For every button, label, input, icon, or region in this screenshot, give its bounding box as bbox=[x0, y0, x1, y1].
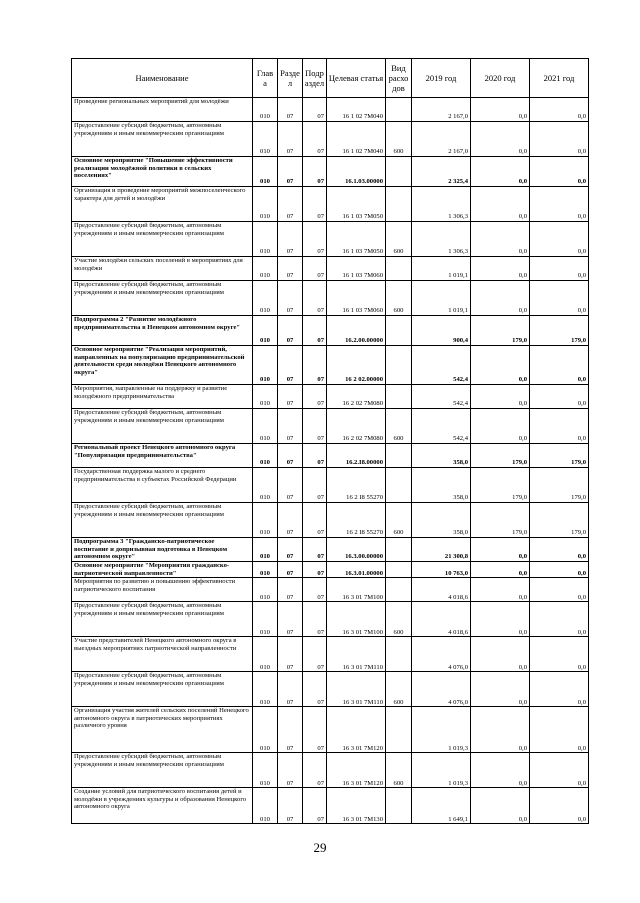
target-article-cell: 16 3 01 7М110 bbox=[327, 672, 386, 707]
target-article-cell: 16.2.I8.00000 bbox=[327, 444, 386, 468]
table-row bbox=[72, 637, 589, 672]
subsection-cell: 07 bbox=[303, 444, 327, 468]
expense-type-cell bbox=[386, 385, 412, 409]
target-article-cell: 16 3 01 7М130 bbox=[327, 788, 386, 824]
amount-2021-cell: 0,0 bbox=[530, 788, 589, 824]
name-cell: Предоставление субсидий бюджетным, автономным учреждениям и иным некоммерческим организациям bbox=[72, 602, 253, 637]
name-cell: Подпрограмма 2 "Развитие молодёжного предпринимательства в Ненецком автономном округе" bbox=[72, 316, 253, 346]
table-row bbox=[72, 538, 589, 562]
subsection-cell: 07 bbox=[303, 707, 327, 753]
amount-2021-cell: 0,0 bbox=[530, 672, 589, 707]
table-row bbox=[72, 98, 589, 122]
section-cell: 07 bbox=[278, 503, 303, 538]
table-row bbox=[72, 503, 589, 538]
expense-type-cell bbox=[386, 98, 412, 122]
amount-2020-cell: 0,0 bbox=[471, 707, 530, 753]
amount-2019-cell: 4 076,0 bbox=[412, 637, 471, 672]
name-cell: Организация участия жителей сельских поселений Ненецкого автономного округа в патриотических мероприятиях различного уровня bbox=[72, 707, 253, 753]
subsection-cell: 07 bbox=[303, 385, 327, 409]
chapter-cell: 010 bbox=[253, 538, 278, 562]
table-row bbox=[72, 346, 589, 385]
amount-2021-cell: 179,0 bbox=[530, 503, 589, 538]
amount-2020-cell: 0,0 bbox=[471, 187, 530, 222]
chapter-cell: 010 bbox=[253, 98, 278, 122]
section-cell: 07 bbox=[278, 788, 303, 824]
amount-2020-cell: 0,0 bbox=[471, 157, 530, 187]
chapter-cell: 010 bbox=[253, 444, 278, 468]
amount-2021-cell: 0,0 bbox=[530, 562, 589, 578]
header-target-article: Целевая статья bbox=[327, 59, 386, 98]
amount-2020-cell: 0,0 bbox=[471, 637, 530, 672]
name-cell: Государственная поддержка малого и среднего предпринимательства в субъектах Российской Федерации bbox=[72, 468, 253, 503]
expense-type-cell bbox=[386, 538, 412, 562]
chapter-cell: 010 bbox=[253, 157, 278, 187]
table-row bbox=[72, 385, 589, 409]
amount-2021-cell: 179,0 bbox=[530, 468, 589, 503]
amount-2021-cell: 0,0 bbox=[530, 538, 589, 562]
name-cell: Проведение региональных мероприятий для молодёжи bbox=[72, 98, 253, 122]
chapter-cell: 010 bbox=[253, 187, 278, 222]
chapter-cell: 010 bbox=[253, 503, 278, 538]
table-row bbox=[72, 562, 589, 578]
name-cell: Предоставление субсидий бюджетным, автономным учреждениям и иным некоммерческим организациям bbox=[72, 281, 253, 316]
header-subsection: Подр аздел bbox=[303, 59, 327, 98]
subsection-cell: 07 bbox=[303, 753, 327, 788]
amount-2020-cell: 0,0 bbox=[471, 346, 530, 385]
amount-2019-cell: 542,4 bbox=[412, 385, 471, 409]
expense-type-cell bbox=[386, 707, 412, 753]
table-row bbox=[72, 316, 589, 346]
name-cell: Основное мероприятие "Повышение эффективности реализации молодёжной политики в сельских поселениях" bbox=[72, 157, 253, 187]
target-article-cell: 16.1.03.00000 bbox=[327, 157, 386, 187]
subsection-cell: 07 bbox=[303, 157, 327, 187]
amount-2019-cell: 4 076,0 bbox=[412, 672, 471, 707]
section-cell: 07 bbox=[278, 444, 303, 468]
table-body bbox=[72, 98, 589, 824]
section-cell: 07 bbox=[278, 157, 303, 187]
expense-type-cell bbox=[386, 157, 412, 187]
header-expense-type: Вид расхо дов bbox=[386, 59, 412, 98]
chapter-cell: 010 bbox=[253, 788, 278, 824]
section-cell: 07 bbox=[278, 187, 303, 222]
section-cell: 07 bbox=[278, 468, 303, 503]
subsection-cell: 07 bbox=[303, 578, 327, 602]
table-row bbox=[72, 672, 589, 707]
name-cell: Основное мероприятие "Мероприятия гражданско-патриотической направленности" bbox=[72, 562, 253, 578]
amount-2020-cell: 0,0 bbox=[471, 222, 530, 257]
section-cell: 07 bbox=[278, 707, 303, 753]
chapter-cell: 010 bbox=[253, 385, 278, 409]
target-article-cell: 16 2 02 7М080 bbox=[327, 385, 386, 409]
chapter-cell: 010 bbox=[253, 672, 278, 707]
amount-2020-cell: 0,0 bbox=[471, 538, 530, 562]
section-cell: 07 bbox=[278, 602, 303, 637]
subsection-cell: 07 bbox=[303, 672, 327, 707]
expense-type-cell: 600 bbox=[386, 409, 412, 444]
target-article-cell: 16 2 02.00000 bbox=[327, 346, 386, 385]
table-row bbox=[72, 788, 589, 824]
section-cell: 07 bbox=[278, 98, 303, 122]
expense-type-cell bbox=[386, 444, 412, 468]
section-cell: 07 bbox=[278, 257, 303, 281]
name-cell: Организация и проведение мероприятий межпоселенческого характера для детей и молодёжи bbox=[72, 187, 253, 222]
chapter-cell: 010 bbox=[253, 637, 278, 672]
expense-type-cell: 600 bbox=[386, 503, 412, 538]
page-number: 29 bbox=[313, 840, 327, 855]
subsection-cell: 07 bbox=[303, 98, 327, 122]
section-cell: 07 bbox=[278, 222, 303, 257]
amount-2019-cell: 21 300,8 bbox=[412, 538, 471, 562]
expense-type-cell bbox=[386, 637, 412, 672]
chapter-cell: 010 bbox=[253, 222, 278, 257]
target-article-cell: 16.2.00.00000 bbox=[327, 316, 386, 346]
expense-type-cell bbox=[386, 346, 412, 385]
section-cell: 07 bbox=[278, 346, 303, 385]
amount-2021-cell: 0,0 bbox=[530, 385, 589, 409]
section-cell: 07 bbox=[278, 562, 303, 578]
amount-2020-cell: 0,0 bbox=[471, 672, 530, 707]
section-cell: 07 bbox=[278, 538, 303, 562]
chapter-cell: 010 bbox=[253, 257, 278, 281]
name-cell: Предоставление субсидий бюджетным, автономным учреждениям и иным некоммерческим организациям bbox=[72, 222, 253, 257]
chapter-cell: 010 bbox=[253, 468, 278, 503]
amount-2020-cell: 0,0 bbox=[471, 562, 530, 578]
amount-2021-cell: 0,0 bbox=[530, 98, 589, 122]
section-cell: 07 bbox=[278, 316, 303, 346]
section-cell: 07 bbox=[278, 122, 303, 157]
target-article-cell: 16 3 01 7М120 bbox=[327, 753, 386, 788]
subsection-cell: 07 bbox=[303, 562, 327, 578]
chapter-cell: 010 bbox=[253, 316, 278, 346]
table-row bbox=[72, 409, 589, 444]
amount-2021-cell: 0,0 bbox=[530, 122, 589, 157]
subsection-cell: 07 bbox=[303, 316, 327, 346]
name-cell: Участие представителей Ненецкого автономного округа в выездных мероприятиях патриотической направленности bbox=[72, 637, 253, 672]
section-cell: 07 bbox=[278, 753, 303, 788]
target-article-cell: 16 1 03 7М060 bbox=[327, 257, 386, 281]
amount-2020-cell: 0,0 bbox=[471, 602, 530, 637]
amount-2019-cell: 10 763,0 bbox=[412, 562, 471, 578]
amount-2019-cell: 1 019,3 bbox=[412, 753, 471, 788]
amount-2020-cell: 0,0 bbox=[471, 578, 530, 602]
subsection-cell: 07 bbox=[303, 602, 327, 637]
section-cell: 07 bbox=[278, 281, 303, 316]
amount-2019-cell: 542,4 bbox=[412, 409, 471, 444]
chapter-cell: 010 bbox=[253, 346, 278, 385]
table-row bbox=[72, 578, 589, 602]
subsection-cell: 07 bbox=[303, 538, 327, 562]
amount-2021-cell: 0,0 bbox=[530, 281, 589, 316]
chapter-cell: 010 bbox=[253, 707, 278, 753]
table-row bbox=[72, 468, 589, 503]
expense-type-cell bbox=[386, 578, 412, 602]
chapter-cell: 010 bbox=[253, 562, 278, 578]
name-cell: Мероприятия, направленные на поддержку и развитие молодёжного предпринимательства bbox=[72, 385, 253, 409]
amount-2021-cell: 0,0 bbox=[530, 187, 589, 222]
target-article-cell: 16 3 01 7М110 bbox=[327, 637, 386, 672]
amount-2020-cell: 0,0 bbox=[471, 281, 530, 316]
name-cell: Создание условий для патриотического воспитания детей и молодёжи в учреждениях культуры и образования Ненецкого автономного округа bbox=[72, 788, 253, 824]
chapter-cell: 010 bbox=[253, 578, 278, 602]
header-2020: 2020 год bbox=[471, 59, 530, 98]
amount-2021-cell: 0,0 bbox=[530, 753, 589, 788]
budget-table bbox=[71, 58, 589, 824]
target-article-cell: 16.3.00.00000 bbox=[327, 538, 386, 562]
amount-2019-cell: 1 019,3 bbox=[412, 707, 471, 753]
amount-2021-cell: 179,0 bbox=[530, 444, 589, 468]
name-cell: Предоставление субсидий бюджетным, автономным учреждениям и иным некоммерческим организациям bbox=[72, 122, 253, 157]
chapter-cell: 010 bbox=[253, 753, 278, 788]
target-article-cell: 16.3.01.00000 bbox=[327, 562, 386, 578]
amount-2021-cell: 0,0 bbox=[530, 222, 589, 257]
amount-2021-cell: 0,0 bbox=[530, 578, 589, 602]
header-row bbox=[72, 59, 589, 98]
table-row bbox=[72, 122, 589, 157]
amount-2021-cell: 0,0 bbox=[530, 409, 589, 444]
amount-2021-cell: 0,0 bbox=[530, 707, 589, 753]
target-article-cell: 16 2 02 7М080 bbox=[327, 409, 386, 444]
amount-2020-cell: 0,0 bbox=[471, 788, 530, 824]
subsection-cell: 07 bbox=[303, 257, 327, 281]
amount-2021-cell: 0,0 bbox=[530, 602, 589, 637]
header-2019: 2019 год bbox=[412, 59, 471, 98]
amount-2020-cell: 0,0 bbox=[471, 385, 530, 409]
target-article-cell: 16 2 I8 55270 bbox=[327, 503, 386, 538]
amount-2019-cell: 1 649,1 bbox=[412, 788, 471, 824]
amount-2019-cell: 1 306,3 bbox=[412, 222, 471, 257]
amount-2020-cell: 179,0 bbox=[471, 468, 530, 503]
expense-type-cell bbox=[386, 468, 412, 503]
amount-2019-cell: 1 306,3 bbox=[412, 187, 471, 222]
chapter-cell: 010 bbox=[253, 602, 278, 637]
subsection-cell: 07 bbox=[303, 222, 327, 257]
name-cell: Предоставление субсидий бюджетным, автономным учреждениям и иным некоммерческим организациям bbox=[72, 409, 253, 444]
amount-2019-cell: 358,0 bbox=[412, 444, 471, 468]
amount-2019-cell: 2 167,0 bbox=[412, 98, 471, 122]
table-row bbox=[72, 222, 589, 257]
target-article-cell: 16 3 01 7М100 bbox=[327, 602, 386, 637]
amount-2019-cell: 1 019,1 bbox=[412, 257, 471, 281]
expense-type-cell: 600 bbox=[386, 222, 412, 257]
subsection-cell: 07 bbox=[303, 122, 327, 157]
table-row bbox=[72, 707, 589, 753]
name-cell: Участие молодёжи сельских поселений в мероприятиях для молодёжи bbox=[72, 257, 253, 281]
subsection-cell: 07 bbox=[303, 346, 327, 385]
amount-2021-cell: 179,0 bbox=[530, 316, 589, 346]
expense-type-cell bbox=[386, 562, 412, 578]
subsection-cell: 07 bbox=[303, 468, 327, 503]
section-cell: 07 bbox=[278, 637, 303, 672]
header-section: Разде л bbox=[278, 59, 303, 98]
section-cell: 07 bbox=[278, 672, 303, 707]
name-cell: Региональный проект Ненецкого автономного округа "Популяризация предпринимательства" bbox=[72, 444, 253, 468]
chapter-cell: 010 bbox=[253, 281, 278, 316]
amount-2020-cell: 179,0 bbox=[471, 444, 530, 468]
amount-2020-cell: 0,0 bbox=[471, 753, 530, 788]
amount-2021-cell: 0,0 bbox=[530, 257, 589, 281]
amount-2019-cell: 542,4 bbox=[412, 346, 471, 385]
name-cell: Мероприятия по развитию и повышению эффективности патриотического воспитания bbox=[72, 578, 253, 602]
amount-2019-cell: 2 167,0 bbox=[412, 122, 471, 157]
subsection-cell: 07 bbox=[303, 281, 327, 316]
amount-2020-cell: 0,0 bbox=[471, 409, 530, 444]
section-cell: 07 bbox=[278, 578, 303, 602]
expense-type-cell bbox=[386, 788, 412, 824]
amount-2019-cell: 358,0 bbox=[412, 468, 471, 503]
header-2021: 2021 год bbox=[530, 59, 589, 98]
target-article-cell: 16 3 01 7М100 bbox=[327, 578, 386, 602]
name-cell: Основное мероприятие "Реализация мероприятий, направленных на популяризацию предпринимательской деятельности среди молодёжи Ненецкого автономного округа" bbox=[72, 346, 253, 385]
amount-2020-cell: 0,0 bbox=[471, 98, 530, 122]
table-row bbox=[72, 444, 589, 468]
expense-type-cell bbox=[386, 316, 412, 346]
chapter-cell: 010 bbox=[253, 122, 278, 157]
subsection-cell: 07 bbox=[303, 788, 327, 824]
expense-type-cell bbox=[386, 187, 412, 222]
table-row bbox=[72, 602, 589, 637]
name-cell: Подпрограмма 3 "Гражданско-патриотическое воспитание и допризывная подготовка в Ненецком автономном округе" bbox=[72, 538, 253, 562]
target-article-cell: 16 1 03 7М050 bbox=[327, 222, 386, 257]
table-row bbox=[72, 157, 589, 187]
expense-type-cell: 600 bbox=[386, 753, 412, 788]
table-row bbox=[72, 187, 589, 222]
section-cell: 07 bbox=[278, 409, 303, 444]
expense-type-cell: 600 bbox=[386, 122, 412, 157]
amount-2020-cell: 0,0 bbox=[471, 257, 530, 281]
amount-2019-cell: 2 325,4 bbox=[412, 157, 471, 187]
amount-2019-cell: 1 019,1 bbox=[412, 281, 471, 316]
expense-type-cell: 600 bbox=[386, 602, 412, 637]
name-cell: Предоставление субсидий бюджетным, автономным учреждениям и иным некоммерческим организациям bbox=[72, 672, 253, 707]
name-cell: Предоставление субсидий бюджетным, автономным учреждениям и иным некоммерческим организациям bbox=[72, 753, 253, 788]
table-row bbox=[72, 257, 589, 281]
expense-type-cell: 600 bbox=[386, 281, 412, 316]
target-article-cell: 16 1 02 7М040 bbox=[327, 122, 386, 157]
amount-2019-cell: 900,4 bbox=[412, 316, 471, 346]
target-article-cell: 16 1 03 7М060 bbox=[327, 281, 386, 316]
target-article-cell: 16 2 I8 55270 bbox=[327, 468, 386, 503]
target-article-cell: 16 1 02 7М040 bbox=[327, 98, 386, 122]
target-article-cell: 16 3 01 7М120 bbox=[327, 707, 386, 753]
table-row bbox=[72, 281, 589, 316]
amount-2019-cell: 4 018,6 bbox=[412, 578, 471, 602]
subsection-cell: 07 bbox=[303, 503, 327, 538]
chapter-cell: 010 bbox=[253, 409, 278, 444]
amount-2019-cell: 4 018,6 bbox=[412, 602, 471, 637]
header-name: Наименование bbox=[72, 59, 253, 98]
amount-2021-cell: 0,0 bbox=[530, 157, 589, 187]
amount-2019-cell: 358,0 bbox=[412, 503, 471, 538]
amount-2020-cell: 179,0 bbox=[471, 316, 530, 346]
section-cell: 07 bbox=[278, 385, 303, 409]
amount-2020-cell: 0,0 bbox=[471, 122, 530, 157]
amount-2021-cell: 0,0 bbox=[530, 637, 589, 672]
header-chapter: Глав а bbox=[253, 59, 278, 98]
amount-2021-cell: 0,0 bbox=[530, 346, 589, 385]
table-row bbox=[72, 753, 589, 788]
amount-2020-cell: 179,0 bbox=[471, 503, 530, 538]
subsection-cell: 07 bbox=[303, 637, 327, 672]
subsection-cell: 07 bbox=[303, 187, 327, 222]
subsection-cell: 07 bbox=[303, 409, 327, 444]
name-cell: Предоставление субсидий бюджетным, автономным учреждениям и иным некоммерческим организациям bbox=[72, 503, 253, 538]
expense-type-cell: 600 bbox=[386, 672, 412, 707]
target-article-cell: 16 1 03 7М050 bbox=[327, 187, 386, 222]
expense-type-cell bbox=[386, 257, 412, 281]
